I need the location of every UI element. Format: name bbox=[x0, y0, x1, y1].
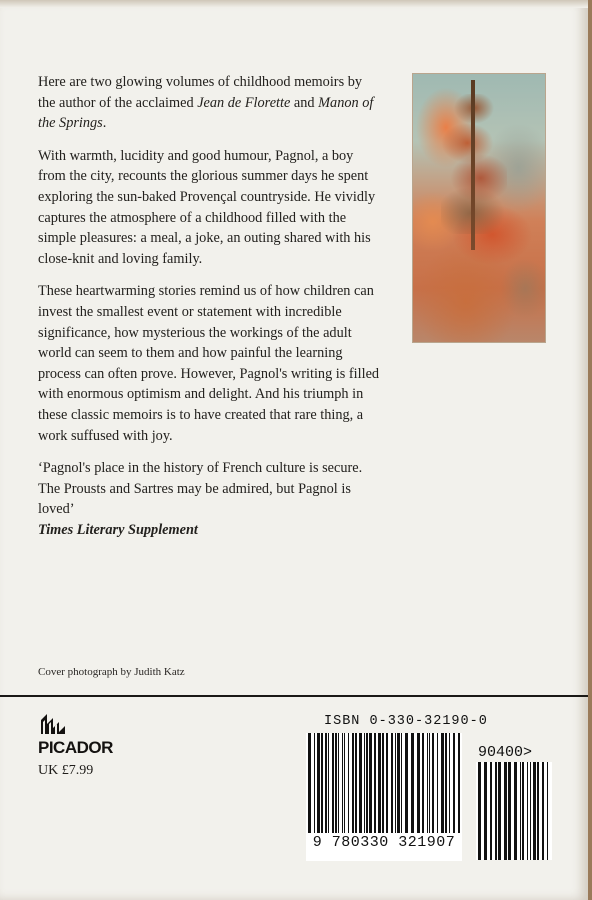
barcode-bar bbox=[495, 762, 497, 860]
barcode-bar bbox=[445, 733, 447, 833]
barcode-bar bbox=[527, 762, 528, 860]
blurb-paragraph-3: These heartwarming stories remind us of how children can invest the smallest event or statement with incredible significance, how mysterious the workings of the adult world can seem to them and how painful the learning process can often prove. However, Pagnol's writing is filled with enormous optimism and delight. And his triumph in these classic memoirs is to have created that rare thing, a work suffused with joy. bbox=[38, 283, 380, 444]
barcode-bar bbox=[508, 762, 511, 860]
barcode-bar bbox=[422, 733, 424, 833]
barcode-bar bbox=[522, 762, 524, 860]
barcode-bar bbox=[498, 762, 501, 860]
barcode-bar bbox=[504, 762, 507, 860]
book-title-jean-de-florette: Jean de Florette bbox=[197, 94, 291, 111]
barcode-bar bbox=[401, 733, 402, 833]
barcode-bar bbox=[355, 733, 357, 833]
barcode-bar bbox=[338, 733, 339, 833]
barcode-bar bbox=[542, 762, 544, 860]
barcode-bar bbox=[427, 733, 428, 833]
barcode-bar bbox=[391, 733, 393, 833]
review-quote bbox=[38, 458, 383, 540]
review-source: Times Literary Supplement bbox=[38, 521, 198, 538]
barcode-bar bbox=[366, 733, 368, 833]
barcode-bar bbox=[332, 733, 334, 833]
barcode-bar bbox=[369, 733, 372, 833]
photo-credit: Cover photograph by Judith Katz bbox=[38, 666, 185, 678]
barcode-bar bbox=[374, 733, 376, 833]
barcode-bar bbox=[342, 733, 343, 833]
barcode-bar bbox=[325, 733, 327, 833]
barcode-bar bbox=[317, 733, 320, 833]
barcode-bar bbox=[432, 733, 434, 833]
barcode-digits: 9 780330 321907 bbox=[306, 834, 462, 851]
barcode-bar bbox=[458, 733, 460, 833]
blurb-p1-and: and bbox=[290, 94, 319, 111]
barcode-bar bbox=[490, 762, 492, 860]
barcode-bar bbox=[395, 733, 396, 833]
barcode-bar bbox=[417, 733, 420, 833]
publisher-name: PICADOR bbox=[38, 738, 113, 757]
barcode-bar bbox=[405, 733, 408, 833]
barcode-bar bbox=[348, 733, 349, 833]
barcode-bar bbox=[352, 733, 354, 833]
barcode-bar bbox=[537, 762, 539, 860]
barcode-bar bbox=[411, 733, 414, 833]
barcode-bar bbox=[484, 762, 487, 860]
blurb-p1-text: Here are two glowing volumes of childhood memoirs by the author of the acclaimed bbox=[38, 74, 362, 111]
cover-photograph bbox=[412, 73, 546, 343]
barcode-bar bbox=[364, 733, 365, 833]
barcode-bar bbox=[530, 762, 531, 860]
book-title-manon: Manon of the Springs bbox=[38, 94, 374, 132]
photo-tree-trunk bbox=[471, 80, 475, 250]
cover-top-edge bbox=[0, 0, 588, 8]
barcode-bar bbox=[547, 762, 548, 860]
barcode-bar bbox=[453, 733, 455, 833]
barcode-bar bbox=[386, 733, 388, 833]
blurb-paragraph-2: With warmth, lucidity and good humour, Pagnol, a boy from the city, recounts the glorious summer days he spent exploring the sun-baked Provençal countryside. He vividly captures the atmosphere of a childhood filled with the simple pleasures: a meal, a joke, an outing shared with his close-knit and loving family. bbox=[38, 147, 376, 267]
isbn-number: ISBN 0-330-32190-0 bbox=[324, 714, 488, 729]
macmillan-logo-icon bbox=[40, 712, 66, 736]
barcode-bar bbox=[308, 733, 311, 833]
blurb-p1-end: . bbox=[102, 115, 107, 132]
price-addon-digits: 90400> bbox=[478, 744, 533, 761]
barcode-bar bbox=[429, 733, 430, 833]
barcode-bar bbox=[397, 733, 400, 833]
blurb-text bbox=[38, 72, 383, 552]
divider-line bbox=[0, 695, 588, 697]
barcode-bar bbox=[437, 733, 438, 833]
price-addon-barcode bbox=[476, 762, 552, 860]
barcode-bar bbox=[478, 762, 481, 860]
barcode-bar bbox=[520, 762, 521, 860]
barcode-bar bbox=[449, 733, 450, 833]
blurb-paragraph-1 bbox=[38, 72, 383, 134]
review-quote-text: ‘Pagnol's place in the history of French culture is secure. The Prousts and Sartres may be admired, but Pagnol is loved’ bbox=[38, 460, 363, 518]
barcode-bar bbox=[382, 733, 384, 833]
barcode-bar bbox=[314, 733, 315, 833]
barcode-bar bbox=[359, 733, 362, 833]
price: UK £7.99 bbox=[38, 763, 94, 778]
barcode-bar bbox=[335, 733, 337, 833]
barcode-bar bbox=[514, 762, 517, 860]
publisher-logo bbox=[38, 712, 113, 758]
barcode-bar bbox=[533, 762, 536, 860]
barcode-bar bbox=[441, 733, 444, 833]
barcode-bar bbox=[344, 733, 345, 833]
barcode-bar bbox=[328, 733, 329, 833]
barcode-bar bbox=[378, 733, 381, 833]
barcode-bar bbox=[321, 733, 323, 833]
